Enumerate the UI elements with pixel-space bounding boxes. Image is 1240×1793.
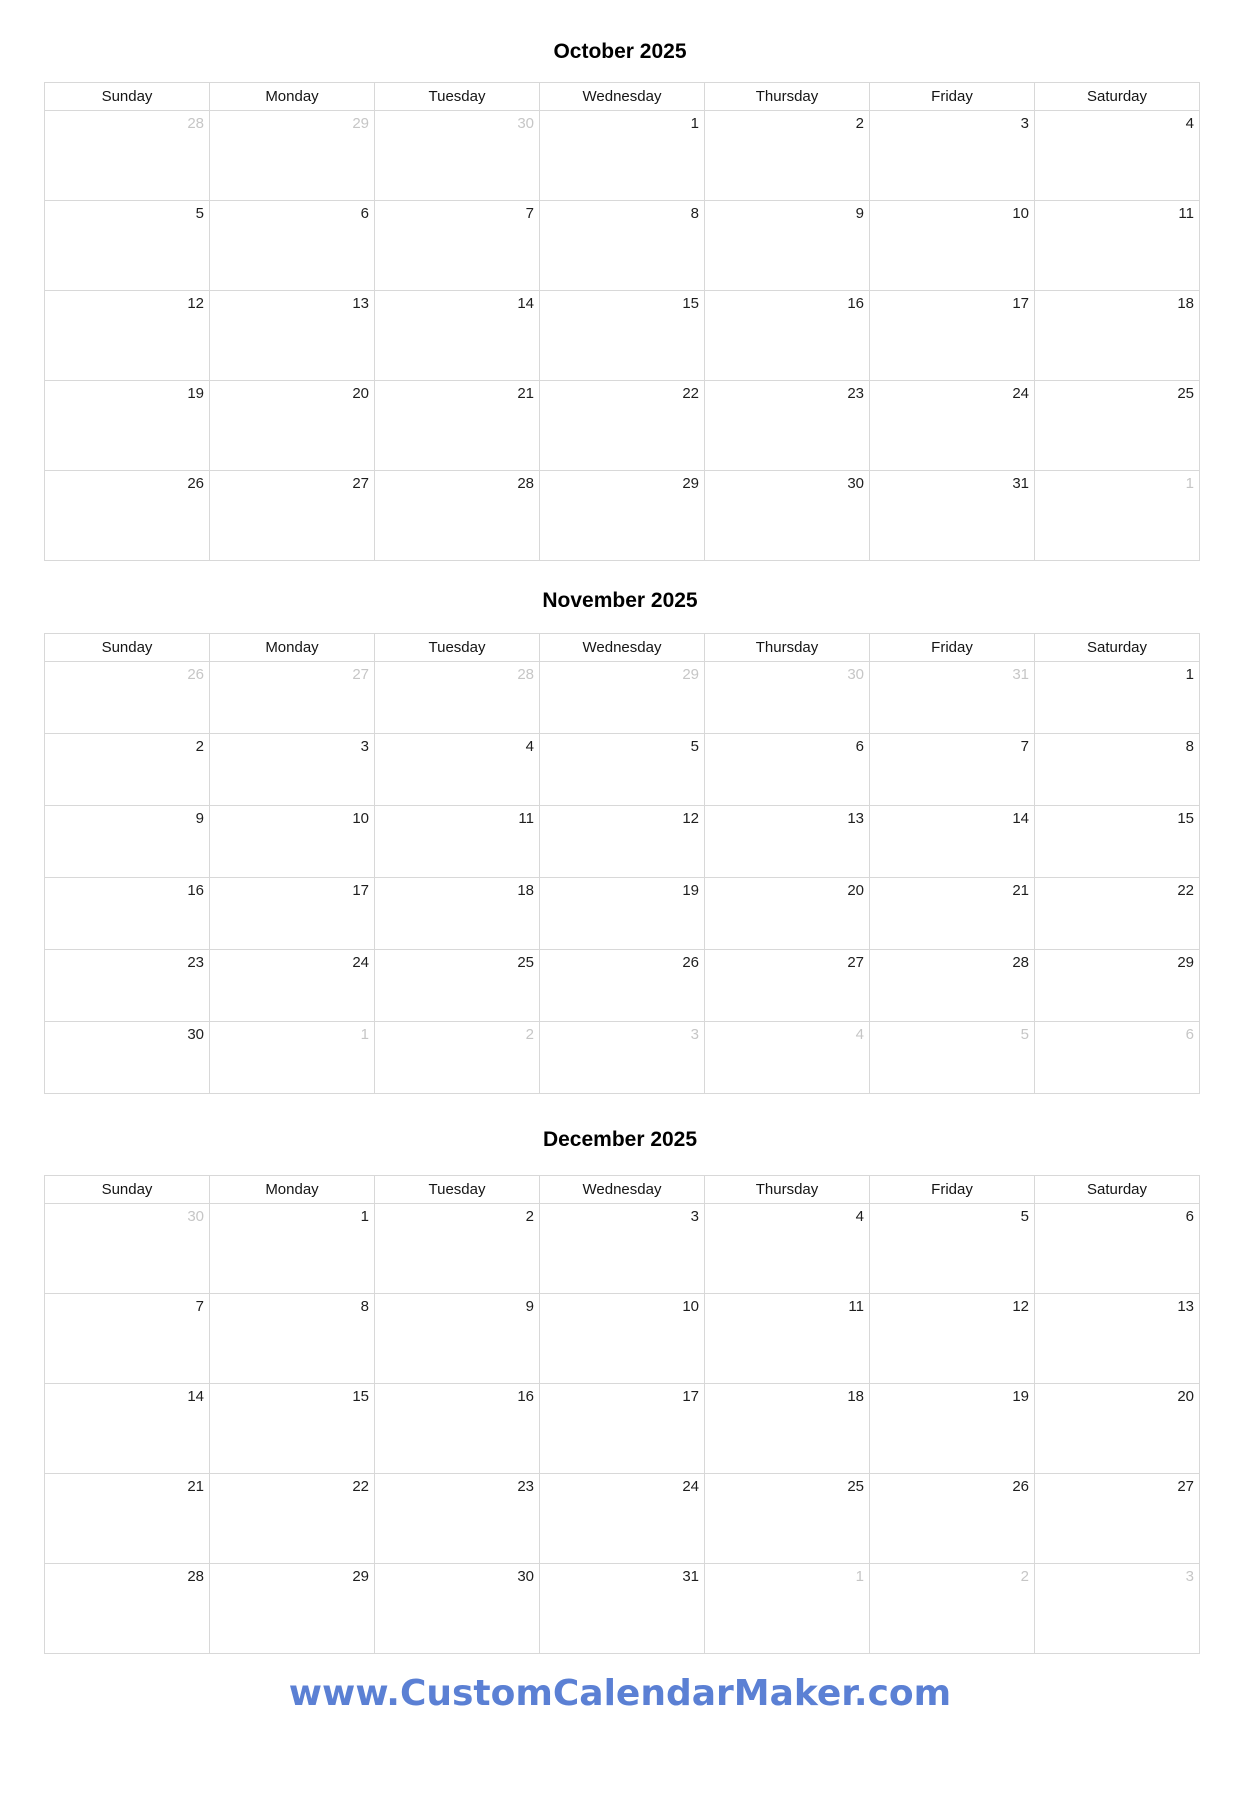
week-row: [45, 1204, 1200, 1294]
day-cell: 21: [870, 878, 1035, 950]
day-cell-adjacent-month: 29: [540, 662, 705, 734]
weekday-header-friday: Friday: [870, 83, 1035, 111]
month-section-october: [0, 38, 1240, 561]
weekday-header-row: [45, 634, 1200, 662]
day-cell-adjacent-month: 29: [210, 111, 375, 201]
day-cell: 5: [540, 734, 705, 806]
day-cell: 23: [45, 950, 210, 1022]
day-cell: 3: [540, 1204, 705, 1294]
day-cell: 14: [45, 1384, 210, 1474]
day-cell: 26: [45, 471, 210, 561]
day-cell: 25: [375, 950, 540, 1022]
day-cell: 6: [1035, 1204, 1200, 1294]
day-cell: 27: [705, 950, 870, 1022]
week-row: [45, 201, 1200, 291]
week-row: [45, 1294, 1200, 1384]
day-cell-adjacent-month: 1: [210, 1022, 375, 1094]
day-cell: 24: [870, 381, 1035, 471]
day-cell: 11: [375, 806, 540, 878]
weekday-header-friday: Friday: [870, 1176, 1035, 1204]
day-cell: 13: [210, 291, 375, 381]
weekday-header-wednesday: Wednesday: [540, 634, 705, 662]
weekday-header-thursday: Thursday: [705, 83, 870, 111]
day-cell-adjacent-month: 26: [45, 662, 210, 734]
day-cell: 20: [1035, 1384, 1200, 1474]
calendar-table: [44, 633, 1200, 1094]
day-cell: 24: [540, 1474, 705, 1564]
day-cell: 21: [375, 381, 540, 471]
day-cell: 16: [705, 291, 870, 381]
day-cell: 26: [540, 950, 705, 1022]
day-cell: 19: [45, 381, 210, 471]
week-row: [45, 1022, 1200, 1094]
day-cell: 8: [1035, 734, 1200, 806]
week-row: [45, 878, 1200, 950]
day-cell-adjacent-month: 3: [540, 1022, 705, 1094]
week-row: [45, 111, 1200, 201]
day-cell: 17: [540, 1384, 705, 1474]
day-cell: 7: [375, 201, 540, 291]
weekday-header-monday: Monday: [210, 1176, 375, 1204]
day-cell: 8: [210, 1294, 375, 1384]
day-cell: 18: [705, 1384, 870, 1474]
day-cell: 4: [1035, 111, 1200, 201]
day-cell: 9: [45, 806, 210, 878]
weekday-header-sunday: Sunday: [45, 83, 210, 111]
day-cell: 25: [705, 1474, 870, 1564]
day-cell: 30: [45, 1022, 210, 1094]
day-cell-adjacent-month: 30: [705, 662, 870, 734]
day-cell: 6: [705, 734, 870, 806]
day-cell-adjacent-month: 6: [1035, 1022, 1200, 1094]
day-cell: 12: [45, 291, 210, 381]
day-cell: 31: [870, 471, 1035, 561]
day-cell: 3: [870, 111, 1035, 201]
weekday-header-tuesday: Tuesday: [375, 634, 540, 662]
month-section-december: [0, 1126, 1240, 1654]
calendar-page: [0, 38, 1240, 1654]
day-cell-adjacent-month: 30: [45, 1204, 210, 1294]
day-cell-adjacent-month: 30: [375, 111, 540, 201]
weekday-header-friday: Friday: [870, 634, 1035, 662]
month-title: November 2025: [542, 589, 698, 612]
day-cell: 3: [210, 734, 375, 806]
day-cell-adjacent-month: 5: [870, 1022, 1035, 1094]
weekday-header-tuesday: Tuesday: [375, 1176, 540, 1204]
day-cell: 20: [210, 381, 375, 471]
day-cell: 17: [870, 291, 1035, 381]
month-title: December 2025: [542, 1128, 698, 1151]
week-row: [45, 1564, 1200, 1654]
week-row: [45, 291, 1200, 381]
day-cell: 11: [1035, 201, 1200, 291]
month-section-november: [0, 587, 1240, 1094]
day-cell: 22: [1035, 878, 1200, 950]
day-cell: 29: [540, 471, 705, 561]
calendar-table: [44, 82, 1200, 561]
day-cell: 14: [375, 291, 540, 381]
day-cell-adjacent-month: 4: [705, 1022, 870, 1094]
weekday-header-saturday: Saturday: [1035, 83, 1200, 111]
day-cell-adjacent-month: 3: [1035, 1564, 1200, 1654]
day-cell: 13: [1035, 1294, 1200, 1384]
weekday-header-thursday: Thursday: [705, 634, 870, 662]
day-cell: 26: [870, 1474, 1035, 1564]
weekday-header-row: [45, 1176, 1200, 1204]
day-cell: 27: [210, 471, 375, 561]
weekday-header-tuesday: Tuesday: [375, 83, 540, 111]
day-cell-adjacent-month: 31: [870, 662, 1035, 734]
day-cell-adjacent-month: 28: [45, 111, 210, 201]
day-cell: 15: [540, 291, 705, 381]
day-cell: 13: [705, 806, 870, 878]
day-cell: 6: [210, 201, 375, 291]
day-cell: 4: [375, 734, 540, 806]
month-title: October 2025: [553, 40, 687, 63]
day-cell: 24: [210, 950, 375, 1022]
day-cell: 5: [45, 201, 210, 291]
day-cell: 9: [375, 1294, 540, 1384]
day-cell: 12: [540, 806, 705, 878]
day-cell: 22: [540, 381, 705, 471]
day-cell: 5: [870, 1204, 1035, 1294]
day-cell: 19: [540, 878, 705, 950]
weekday-header-saturday: Saturday: [1035, 634, 1200, 662]
week-row: [45, 950, 1200, 1022]
day-cell-adjacent-month: 1: [705, 1564, 870, 1654]
day-cell: 1: [540, 111, 705, 201]
day-cell-adjacent-month: 27: [210, 662, 375, 734]
day-cell: 15: [210, 1384, 375, 1474]
day-cell: 16: [45, 878, 210, 950]
day-cell: 18: [375, 878, 540, 950]
day-cell: 2: [45, 734, 210, 806]
week-row: [45, 1384, 1200, 1474]
weekday-header-saturday: Saturday: [1035, 1176, 1200, 1204]
day-cell: 28: [375, 471, 540, 561]
day-cell-adjacent-month: 1: [1035, 471, 1200, 561]
weekday-header-wednesday: Wednesday: [540, 1176, 705, 1204]
day-cell: 10: [210, 806, 375, 878]
day-cell: 28: [45, 1564, 210, 1654]
day-cell: 4: [705, 1204, 870, 1294]
week-row: [45, 734, 1200, 806]
day-cell: 21: [45, 1474, 210, 1564]
weekday-header-wednesday: Wednesday: [540, 83, 705, 111]
weekday-header-sunday: Sunday: [45, 634, 210, 662]
day-cell: 28: [870, 950, 1035, 1022]
day-cell: 14: [870, 806, 1035, 878]
week-row: [45, 1474, 1200, 1564]
day-cell: 29: [210, 1564, 375, 1654]
day-cell: 30: [705, 471, 870, 561]
weekday-header-monday: Monday: [210, 83, 375, 111]
day-cell: 27: [1035, 1474, 1200, 1564]
weekday-header-row: [45, 83, 1200, 111]
weekday-header-sunday: Sunday: [45, 1176, 210, 1204]
day-cell: 1: [1035, 662, 1200, 734]
day-cell: 17: [210, 878, 375, 950]
day-cell: 23: [705, 381, 870, 471]
day-cell: 25: [1035, 381, 1200, 471]
day-cell: 10: [540, 1294, 705, 1384]
weekday-header-monday: Monday: [210, 634, 375, 662]
day-cell: 7: [45, 1294, 210, 1384]
day-cell: 2: [375, 1204, 540, 1294]
day-cell: 23: [375, 1474, 540, 1564]
day-cell: 22: [210, 1474, 375, 1564]
week-row: [45, 662, 1200, 734]
day-cell: 11: [705, 1294, 870, 1384]
day-cell-adjacent-month: 2: [870, 1564, 1035, 1654]
day-cell-adjacent-month: 2: [375, 1022, 540, 1094]
day-cell: 10: [870, 201, 1035, 291]
day-cell: 15: [1035, 806, 1200, 878]
day-cell: 1: [210, 1204, 375, 1294]
day-cell: 2: [705, 111, 870, 201]
day-cell: 12: [870, 1294, 1035, 1384]
day-cell: 31: [540, 1564, 705, 1654]
day-cell: 29: [1035, 950, 1200, 1022]
day-cell-adjacent-month: 28: [375, 662, 540, 734]
calendar-table: [44, 1175, 1200, 1654]
week-row: [45, 806, 1200, 878]
week-row: [45, 471, 1200, 561]
footer-url: www.CustomCalendarMaker.com: [288, 1673, 952, 1714]
day-cell: 19: [870, 1384, 1035, 1474]
day-cell: 20: [705, 878, 870, 950]
day-cell: 16: [375, 1384, 540, 1474]
day-cell: 18: [1035, 291, 1200, 381]
day-cell: 9: [705, 201, 870, 291]
day-cell: 7: [870, 734, 1035, 806]
week-row: [45, 381, 1200, 471]
day-cell: 30: [375, 1564, 540, 1654]
day-cell: 8: [540, 201, 705, 291]
weekday-header-thursday: Thursday: [705, 1176, 870, 1204]
